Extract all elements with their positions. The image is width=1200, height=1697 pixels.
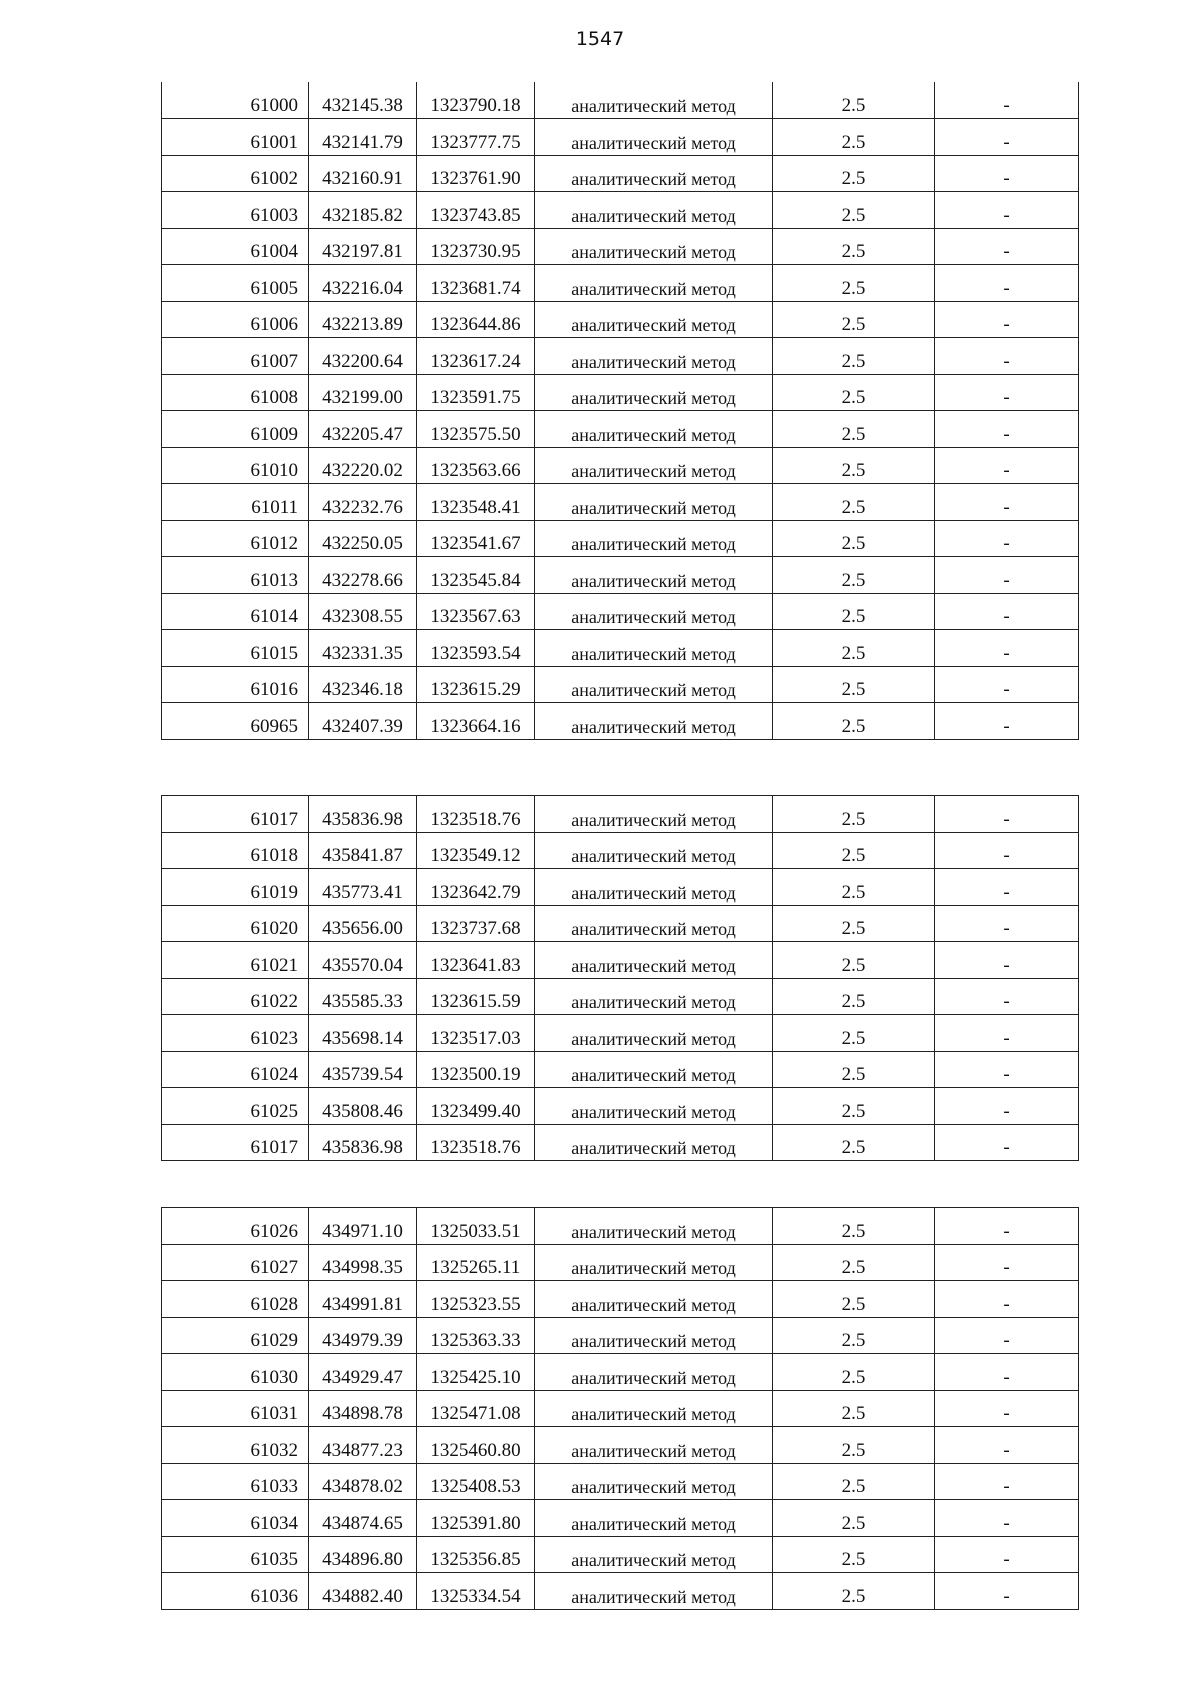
method-cell: аналитический метод — [535, 869, 773, 906]
x-coordinate-cell: 432185.82 — [309, 192, 417, 229]
x-coordinate-cell: 432199.00 — [309, 374, 417, 411]
note-cell: - — [935, 796, 1079, 833]
table-body — [162, 796, 1079, 1161]
note-cell: - — [935, 411, 1079, 448]
table-row — [162, 905, 1079, 942]
x-coordinate-cell: 434929.47 — [309, 1354, 417, 1391]
point-number-cell: 61014 — [162, 593, 309, 630]
accuracy-cell: 2.5 — [773, 557, 935, 594]
accuracy-cell: 2.5 — [773, 1463, 935, 1500]
table-row — [162, 1015, 1079, 1052]
table-row — [162, 374, 1079, 411]
x-coordinate-cell: 432216.04 — [309, 265, 417, 302]
method-cell: аналитический метод — [535, 1536, 773, 1573]
x-coordinate-cell: 434971.10 — [309, 1208, 417, 1245]
method-cell: аналитический метод — [535, 484, 773, 521]
table-row — [162, 520, 1079, 557]
point-number-cell: 61004 — [162, 228, 309, 265]
method-cell: аналитический метод — [535, 411, 773, 448]
table-row — [162, 155, 1079, 192]
note-cell: - — [935, 447, 1079, 484]
note-cell: - — [935, 1427, 1079, 1464]
point-number-cell: 61034 — [162, 1500, 309, 1537]
x-coordinate-cell: 435656.00 — [309, 905, 417, 942]
x-coordinate-cell: 434896.80 — [309, 1536, 417, 1573]
y-coordinate-cell: 1323681.74 — [417, 265, 535, 302]
method-cell: аналитический метод — [535, 301, 773, 338]
y-coordinate-cell: 1323500.19 — [417, 1051, 535, 1088]
x-coordinate-cell: 432200.64 — [309, 338, 417, 375]
table-body — [162, 1208, 1079, 1610]
table-row — [162, 1317, 1079, 1354]
table-row — [162, 1208, 1079, 1245]
point-number-cell: 61025 — [162, 1088, 309, 1125]
table-row — [162, 411, 1079, 448]
y-coordinate-cell: 1323563.66 — [417, 447, 535, 484]
point-number-cell: 61017 — [162, 796, 309, 833]
accuracy-cell: 2.5 — [773, 869, 935, 906]
table-row — [162, 1088, 1079, 1125]
table-row — [162, 338, 1079, 375]
y-coordinate-cell: 1323641.83 — [417, 942, 535, 979]
method-cell: аналитический метод — [535, 1208, 773, 1245]
point-number-cell: 61012 — [162, 520, 309, 557]
note-cell: - — [935, 119, 1079, 156]
note-cell: - — [935, 869, 1079, 906]
method-cell: аналитический метод — [535, 703, 773, 740]
method-cell: аналитический метод — [535, 520, 773, 557]
note-cell: - — [935, 1463, 1079, 1500]
y-coordinate-cell: 1325363.33 — [417, 1317, 535, 1354]
y-coordinate-cell: 1323545.84 — [417, 557, 535, 594]
x-coordinate-cell: 435773.41 — [309, 869, 417, 906]
accuracy-cell: 2.5 — [773, 1015, 935, 1052]
x-coordinate-cell: 432278.66 — [309, 557, 417, 594]
table-row — [162, 703, 1079, 740]
method-cell: аналитический метод — [535, 593, 773, 630]
y-coordinate-cell: 1323548.41 — [417, 484, 535, 521]
note-cell: - — [935, 630, 1079, 667]
accuracy-cell: 2.5 — [773, 703, 935, 740]
note-cell: - — [935, 1088, 1079, 1125]
y-coordinate-cell: 1323593.54 — [417, 630, 535, 667]
accuracy-cell: 2.5 — [773, 338, 935, 375]
x-coordinate-cell: 432205.47 — [309, 411, 417, 448]
note-cell: - — [935, 593, 1079, 630]
note-cell: - — [935, 703, 1079, 740]
accuracy-cell: 2.5 — [773, 942, 935, 979]
x-coordinate-cell: 432141.79 — [309, 119, 417, 156]
note-cell: - — [935, 265, 1079, 302]
table-row — [162, 1500, 1079, 1537]
note-cell: - — [935, 1354, 1079, 1391]
x-coordinate-cell: 435739.54 — [309, 1051, 417, 1088]
y-coordinate-cell: 1323664.16 — [417, 703, 535, 740]
x-coordinate-cell: 435808.46 — [309, 1088, 417, 1125]
x-coordinate-cell: 434979.39 — [309, 1317, 417, 1354]
table-row — [162, 1051, 1079, 1088]
point-number-cell: 61021 — [162, 942, 309, 979]
y-coordinate-cell: 1323790.18 — [417, 82, 535, 119]
accuracy-cell: 2.5 — [773, 301, 935, 338]
note-cell: - — [935, 1317, 1079, 1354]
y-coordinate-cell: 1325391.80 — [417, 1500, 535, 1537]
accuracy-cell: 2.5 — [773, 1051, 935, 1088]
method-cell: аналитический метод — [535, 1015, 773, 1052]
note-cell: - — [935, 484, 1079, 521]
accuracy-cell: 2.5 — [773, 593, 935, 630]
note-cell: - — [935, 1208, 1079, 1245]
method-cell: аналитический метод — [535, 1244, 773, 1281]
point-number-cell: 61002 — [162, 155, 309, 192]
table-row — [162, 666, 1079, 703]
accuracy-cell: 2.5 — [773, 374, 935, 411]
accuracy-cell: 2.5 — [773, 796, 935, 833]
note-cell: - — [935, 666, 1079, 703]
point-number-cell: 61007 — [162, 338, 309, 375]
note-cell: - — [935, 1015, 1079, 1052]
accuracy-cell: 2.5 — [773, 411, 935, 448]
accuracy-cell: 2.5 — [773, 484, 935, 521]
table-row — [162, 869, 1079, 906]
accuracy-cell: 2.5 — [773, 155, 935, 192]
point-number-cell: 61011 — [162, 484, 309, 521]
y-coordinate-cell: 1323549.12 — [417, 832, 535, 869]
table-row — [162, 228, 1079, 265]
x-coordinate-cell: 432197.81 — [309, 228, 417, 265]
accuracy-cell: 2.5 — [773, 666, 935, 703]
accuracy-cell: 2.5 — [773, 1088, 935, 1125]
note-cell: - — [935, 1500, 1079, 1537]
y-coordinate-cell: 1323743.85 — [417, 192, 535, 229]
table-row — [162, 1463, 1079, 1500]
table-row — [162, 1354, 1079, 1391]
table-row — [162, 265, 1079, 302]
table-row — [162, 82, 1079, 119]
method-cell: аналитический метод — [535, 942, 773, 979]
accuracy-cell: 2.5 — [773, 447, 935, 484]
accuracy-cell: 2.5 — [773, 1281, 935, 1318]
table-row — [162, 119, 1079, 156]
accuracy-cell: 2.5 — [773, 82, 935, 119]
note-cell: - — [935, 374, 1079, 411]
point-number-cell: 61029 — [162, 1317, 309, 1354]
method-cell: аналитический метод — [535, 1124, 773, 1161]
accuracy-cell: 2.5 — [773, 1500, 935, 1537]
x-coordinate-cell: 434998.35 — [309, 1244, 417, 1281]
x-coordinate-cell: 432407.39 — [309, 703, 417, 740]
y-coordinate-cell: 1323518.76 — [417, 796, 535, 833]
method-cell: аналитический метод — [535, 1500, 773, 1537]
x-coordinate-cell: 435585.33 — [309, 978, 417, 1015]
coordinates-table-3 — [161, 1207, 1079, 1610]
accuracy-cell: 2.5 — [773, 192, 935, 229]
table-row — [162, 630, 1079, 667]
point-number-cell: 61008 — [162, 374, 309, 411]
table-row — [162, 832, 1079, 869]
page-number: 1547 — [575, 28, 625, 50]
accuracy-cell: 2.5 — [773, 905, 935, 942]
x-coordinate-cell: 434882.40 — [309, 1573, 417, 1610]
point-number-cell: 61035 — [162, 1536, 309, 1573]
method-cell: аналитический метод — [535, 796, 773, 833]
coordinates-table-2 — [161, 795, 1079, 1161]
x-coordinate-cell: 432160.91 — [309, 155, 417, 192]
point-number-cell: 61003 — [162, 192, 309, 229]
accuracy-cell: 2.5 — [773, 1427, 935, 1464]
y-coordinate-cell: 1325460.80 — [417, 1427, 535, 1464]
point-number-cell: 61017 — [162, 1124, 309, 1161]
method-cell: аналитический метод — [535, 1390, 773, 1427]
x-coordinate-cell: 434898.78 — [309, 1390, 417, 1427]
y-coordinate-cell: 1325334.54 — [417, 1573, 535, 1610]
y-coordinate-cell: 1323518.76 — [417, 1124, 535, 1161]
note-cell: - — [935, 1051, 1079, 1088]
point-number-cell: 61010 — [162, 447, 309, 484]
note-cell: - — [935, 338, 1079, 375]
y-coordinate-cell: 1323730.95 — [417, 228, 535, 265]
point-number-cell: 61001 — [162, 119, 309, 156]
table-row — [162, 1281, 1079, 1318]
x-coordinate-cell: 435570.04 — [309, 942, 417, 979]
point-number-cell: 61020 — [162, 905, 309, 942]
method-cell: аналитический метод — [535, 1573, 773, 1610]
method-cell: аналитический метод — [535, 557, 773, 594]
x-coordinate-cell: 435841.87 — [309, 832, 417, 869]
accuracy-cell: 2.5 — [773, 1354, 935, 1391]
note-cell: - — [935, 832, 1079, 869]
y-coordinate-cell: 1323777.75 — [417, 119, 535, 156]
point-number-cell: 61000 — [162, 82, 309, 119]
x-coordinate-cell: 435698.14 — [309, 1015, 417, 1052]
table-row — [162, 1536, 1079, 1573]
accuracy-cell: 2.5 — [773, 978, 935, 1015]
table-row — [162, 192, 1079, 229]
note-cell: - — [935, 1244, 1079, 1281]
method-cell: аналитический метод — [535, 1088, 773, 1125]
point-number-cell: 61024 — [162, 1051, 309, 1088]
y-coordinate-cell: 1325408.53 — [417, 1463, 535, 1500]
x-coordinate-cell: 432220.02 — [309, 447, 417, 484]
method-cell: аналитический метод — [535, 1463, 773, 1500]
point-number-cell: 61018 — [162, 832, 309, 869]
note-cell: - — [935, 520, 1079, 557]
point-number-cell: 61033 — [162, 1463, 309, 1500]
accuracy-cell: 2.5 — [773, 832, 935, 869]
method-cell: аналитический метод — [535, 374, 773, 411]
method-cell: аналитический метод — [535, 832, 773, 869]
table-row — [162, 942, 1079, 979]
accuracy-cell: 2.5 — [773, 630, 935, 667]
method-cell: аналитический метод — [535, 119, 773, 156]
table-row — [162, 1573, 1079, 1610]
y-coordinate-cell: 1325425.10 — [417, 1354, 535, 1391]
method-cell: аналитический метод — [535, 228, 773, 265]
note-cell: - — [935, 905, 1079, 942]
y-coordinate-cell: 1323567.63 — [417, 593, 535, 630]
table-row — [162, 593, 1079, 630]
method-cell: аналитический метод — [535, 265, 773, 302]
table-row — [162, 1390, 1079, 1427]
y-coordinate-cell: 1325323.55 — [417, 1281, 535, 1318]
note-cell: - — [935, 1390, 1079, 1427]
method-cell: аналитический метод — [535, 1317, 773, 1354]
x-coordinate-cell: 434878.02 — [309, 1463, 417, 1500]
x-coordinate-cell: 435836.98 — [309, 796, 417, 833]
x-coordinate-cell: 432346.18 — [309, 666, 417, 703]
method-cell: аналитический метод — [535, 1281, 773, 1318]
point-number-cell: 61026 — [162, 1208, 309, 1245]
method-cell: аналитический метод — [535, 1051, 773, 1088]
method-cell: аналитический метод — [535, 155, 773, 192]
y-coordinate-cell: 1323541.67 — [417, 520, 535, 557]
note-cell: - — [935, 228, 1079, 265]
table-row — [162, 1427, 1079, 1464]
note-cell: - — [935, 557, 1079, 594]
y-coordinate-cell: 1325033.51 — [417, 1208, 535, 1245]
y-coordinate-cell: 1323591.75 — [417, 374, 535, 411]
table-row — [162, 301, 1079, 338]
y-coordinate-cell: 1323642.79 — [417, 869, 535, 906]
accuracy-cell: 2.5 — [773, 1390, 935, 1427]
point-number-cell: 61028 — [162, 1281, 309, 1318]
x-coordinate-cell: 435836.98 — [309, 1124, 417, 1161]
x-coordinate-cell: 432308.55 — [309, 593, 417, 630]
table-row — [162, 557, 1079, 594]
table-row — [162, 1244, 1079, 1281]
y-coordinate-cell: 1325265.11 — [417, 1244, 535, 1281]
accuracy-cell: 2.5 — [773, 1124, 935, 1161]
note-cell: - — [935, 301, 1079, 338]
y-coordinate-cell: 1325356.85 — [417, 1536, 535, 1573]
x-coordinate-cell: 432145.38 — [309, 82, 417, 119]
x-coordinate-cell: 432213.89 — [309, 301, 417, 338]
accuracy-cell: 2.5 — [773, 520, 935, 557]
method-cell: аналитический метод — [535, 1354, 773, 1391]
accuracy-cell: 2.5 — [773, 228, 935, 265]
y-coordinate-cell: 1323761.90 — [417, 155, 535, 192]
point-number-cell: 61030 — [162, 1354, 309, 1391]
note-cell: - — [935, 82, 1079, 119]
point-number-cell: 61009 — [162, 411, 309, 448]
method-cell: аналитический метод — [535, 447, 773, 484]
method-cell: аналитический метод — [535, 905, 773, 942]
table-row — [162, 484, 1079, 521]
point-number-cell: 61036 — [162, 1573, 309, 1610]
accuracy-cell: 2.5 — [773, 1317, 935, 1354]
table-body — [162, 82, 1079, 739]
accuracy-cell: 2.5 — [773, 1208, 935, 1245]
coordinates-table-1 — [161, 82, 1079, 740]
x-coordinate-cell: 434877.23 — [309, 1427, 417, 1464]
table-row — [162, 978, 1079, 1015]
table-row — [162, 447, 1079, 484]
x-coordinate-cell: 434874.65 — [309, 1500, 417, 1537]
y-coordinate-cell: 1323617.24 — [417, 338, 535, 375]
accuracy-cell: 2.5 — [773, 1573, 935, 1610]
y-coordinate-cell: 1323575.50 — [417, 411, 535, 448]
x-coordinate-cell: 434991.81 — [309, 1281, 417, 1318]
point-number-cell: 61027 — [162, 1244, 309, 1281]
x-coordinate-cell: 432232.76 — [309, 484, 417, 521]
accuracy-cell: 2.5 — [773, 1244, 935, 1281]
method-cell: аналитический метод — [535, 978, 773, 1015]
method-cell: аналитический метод — [535, 666, 773, 703]
note-cell: - — [935, 1124, 1079, 1161]
x-coordinate-cell: 432250.05 — [309, 520, 417, 557]
y-coordinate-cell: 1323615.29 — [417, 666, 535, 703]
method-cell: аналитический метод — [535, 630, 773, 667]
accuracy-cell: 2.5 — [773, 1536, 935, 1573]
point-number-cell: 61005 — [162, 265, 309, 302]
accuracy-cell: 2.5 — [773, 119, 935, 156]
point-number-cell: 61032 — [162, 1427, 309, 1464]
point-number-cell: 61031 — [162, 1390, 309, 1427]
point-number-cell: 61019 — [162, 869, 309, 906]
note-cell: - — [935, 1573, 1079, 1610]
y-coordinate-cell: 1325471.08 — [417, 1390, 535, 1427]
note-cell: - — [935, 1536, 1079, 1573]
point-number-cell: 61013 — [162, 557, 309, 594]
note-cell: - — [935, 978, 1079, 1015]
point-number-cell: 61016 — [162, 666, 309, 703]
method-cell: аналитический метод — [535, 338, 773, 375]
note-cell: - — [935, 192, 1079, 229]
table-row — [162, 1124, 1079, 1161]
method-cell: аналитический метод — [535, 192, 773, 229]
accuracy-cell: 2.5 — [773, 265, 935, 302]
method-cell: аналитический метод — [535, 1427, 773, 1464]
point-number-cell: 61015 — [162, 630, 309, 667]
point-number-cell: 61006 — [162, 301, 309, 338]
table-row — [162, 796, 1079, 833]
point-number-cell: 60965 — [162, 703, 309, 740]
y-coordinate-cell: 1323499.40 — [417, 1088, 535, 1125]
note-cell: - — [935, 1281, 1079, 1318]
y-coordinate-cell: 1323615.59 — [417, 978, 535, 1015]
note-cell: - — [935, 155, 1079, 192]
point-number-cell: 61023 — [162, 1015, 309, 1052]
method-cell: аналитический метод — [535, 82, 773, 119]
y-coordinate-cell: 1323517.03 — [417, 1015, 535, 1052]
point-number-cell: 61022 — [162, 978, 309, 1015]
x-coordinate-cell: 432331.35 — [309, 630, 417, 667]
y-coordinate-cell: 1323644.86 — [417, 301, 535, 338]
y-coordinate-cell: 1323737.68 — [417, 905, 535, 942]
note-cell: - — [935, 942, 1079, 979]
